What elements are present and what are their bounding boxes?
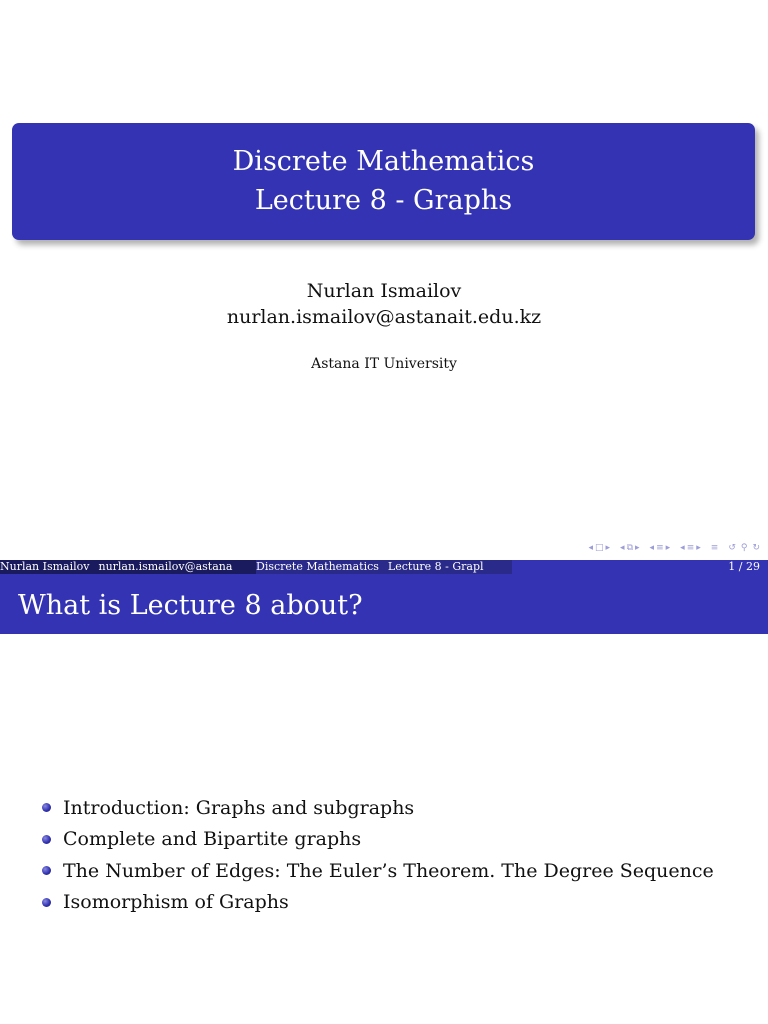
footer-author: Nurlan Ismailov — [0, 560, 90, 573]
nav-redo-icon[interactable]: ↻ — [752, 543, 760, 553]
list-item — [42, 855, 714, 887]
title-box — [12, 123, 755, 240]
list-item — [42, 887, 714, 919]
page-counter: 1 / 29 — [728, 560, 760, 573]
author-name: Nurlan Ismailov — [306, 280, 462, 302]
list-item-text: Isomorphism of Graphs — [63, 891, 289, 914]
list-item-text: Complete and Bipartite graphs — [63, 828, 362, 851]
bullet-icon — [42, 803, 51, 812]
bullet-icon — [42, 898, 51, 907]
bullet-icon — [42, 866, 51, 875]
nav-frame-icon[interactable]: ◂ □ ▸ — [588, 543, 611, 553]
list-item-text: Introduction: Graphs and subgraphs — [63, 796, 415, 819]
list-item-text: The Number of Edges: The Euler’s Theorem. The Degree Sequence — [63, 859, 714, 882]
nav-appendix-icon[interactable]: ≡ — [710, 543, 719, 553]
presentation-title: Discrete Mathematics — [232, 146, 535, 177]
footer-email: nurlan.ismailov@astana — [98, 560, 233, 573]
nav-section-icon[interactable]: ◂ ≡ ▸ — [649, 543, 671, 553]
content-slide — [0, 560, 768, 1024]
nav-doc-icon[interactable]: ◂ ≡ ▸ — [680, 543, 701, 553]
outline-list — [42, 792, 714, 918]
nav-subsection-icon[interactable]: ◂ ⧉ ▸ — [620, 543, 640, 553]
institute: Astana IT University — [311, 356, 457, 372]
presentation-subtitle: Lecture 8 - Graphs — [254, 185, 513, 216]
author-email[interactable]: nurlan.ismailov@astanait.edu.kz — [226, 306, 542, 328]
list-item — [42, 824, 714, 856]
frame-title: What is Lecture 8 about? — [18, 590, 363, 621]
list-item — [42, 792, 714, 824]
bullet-icon — [42, 835, 51, 844]
slide-footer — [0, 560, 768, 574]
frame-title-bar — [0, 574, 768, 634]
nav-undo-icon[interactable]: ↺ — [728, 543, 736, 553]
navigation-bar — [588, 541, 760, 555]
footer-title-block — [256, 560, 512, 574]
footer-author-block — [0, 560, 256, 574]
nav-search-icon[interactable]: ⚲ — [740, 543, 748, 553]
footer-subtitle: Lecture 8 - Grapl — [387, 560, 484, 573]
footer-title: Discrete Mathematics — [256, 560, 379, 573]
